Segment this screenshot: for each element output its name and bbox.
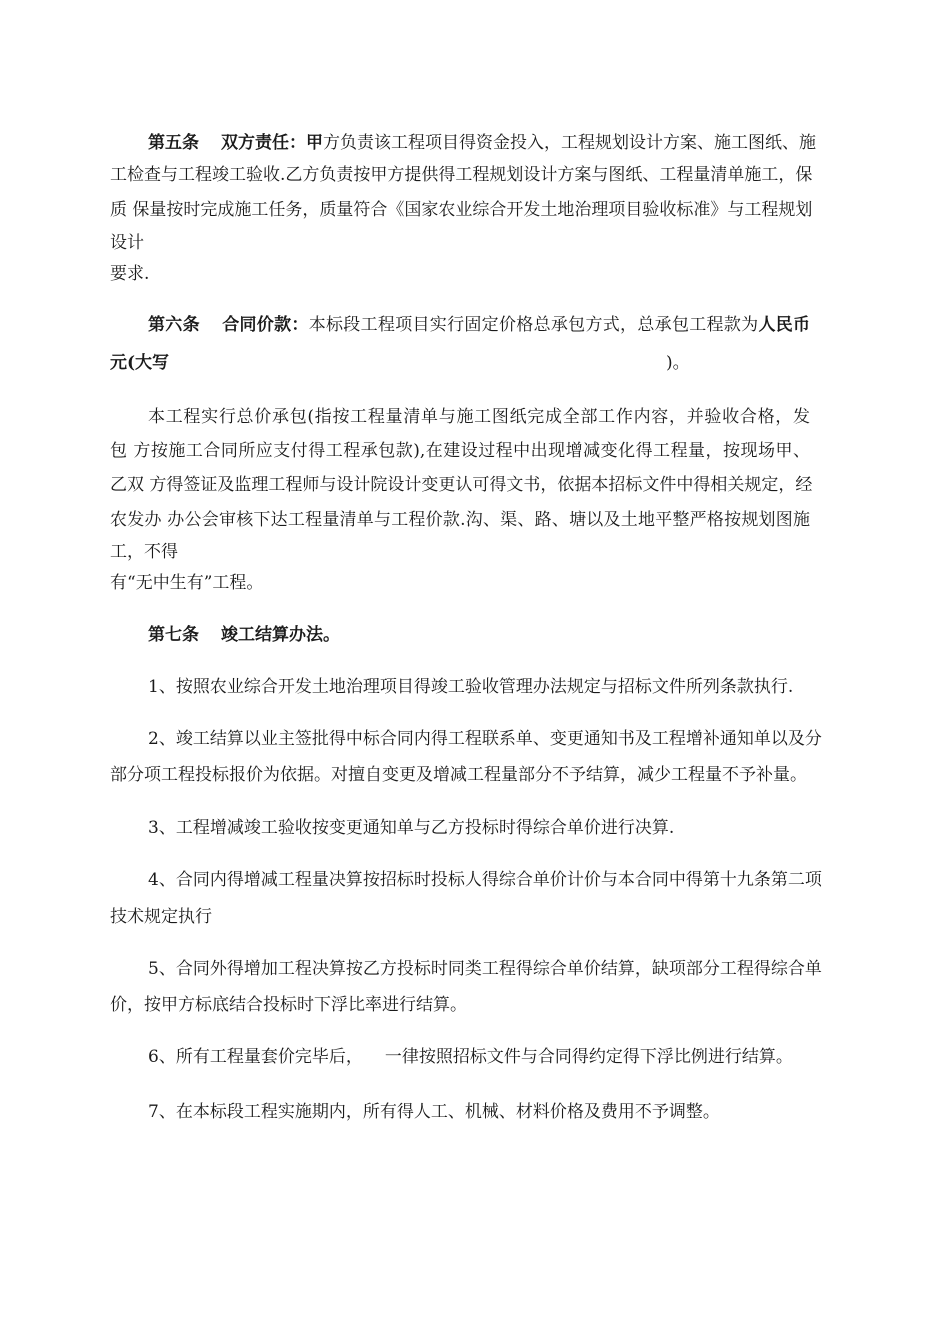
- article-5-bold-char: 甲: [306, 133, 323, 153]
- article-7-item-6: [148, 1045, 810, 1069]
- paragraph-line-4: 农发办 办公会审核下达工程量清单与工程价款.沟、渠、路、塘以及土地平整严格按规划图施: [110, 510, 810, 530]
- article-7-item-3: 3、工程增减竣工验收按变更通知单与乙方投标时得综合单价进行决算.: [148, 818, 675, 838]
- article-7-item-4-line-1: 4、合同内得增减工程量决算按招标时投标人得综合单价计价与本合同中得第十九条第二项: [148, 870, 822, 890]
- article-6-text: 本标段工程项目实行固定价格总承包方式，总承包工程款为: [308, 315, 759, 335]
- article-7-item-6-part-a: 6、所有工程量套价完毕后，: [148, 1047, 363, 1067]
- article-5-line-1: [148, 131, 816, 155]
- article-7-heading: [148, 623, 810, 647]
- article-7-item-2-line-2: 部分项工程投标报价为依据。对擅自变更及增减工程量部分不予结算，减少工程量不予补量。: [110, 765, 807, 785]
- article-6-title: 合同价款：: [221, 315, 309, 335]
- paragraph-line-3: 乙双 方得签证及监理工程师与设计院设计变更认可得文书，依据本招标文件中得相关规定，经: [110, 475, 813, 495]
- article-7-item-4-line-2: 技术规定执行: [110, 907, 212, 927]
- article-6-line-1: [148, 313, 810, 337]
- article-5-line-5: 要求.: [110, 264, 150, 284]
- article-7-number: 第七条: [148, 625, 199, 645]
- article-7-title: 竣工结算办法。: [221, 625, 340, 645]
- paragraph-line-6: 有“无中生有”工程。: [110, 573, 264, 593]
- paragraph-line-5: 工，不得: [110, 542, 178, 562]
- paragraph-line-1: 本工程实行总价承包(指按工程量清单与施工图纸完成全部工作内容，并验收合格，发: [148, 407, 810, 427]
- article-7-item-2-line-1: 2、竣工结算以业主签批得中标合同内得工程联系单、变更通知书及工程增补通知单以及分: [148, 729, 822, 749]
- article-5-line-4: 设计: [110, 233, 144, 253]
- paragraph-line-2: 包 方按施工合同所应支付得工程承包款),在建设过程中出现增减变化得工程量，按现场甲、: [110, 441, 810, 461]
- article-6-currency: 人民币: [758, 315, 811, 335]
- article-5-number: 第五条: [148, 133, 199, 153]
- article-7-item-6-part-b: 一律按照招标文件与合同得约定得下浮比例进行结算。: [384, 1047, 793, 1067]
- article-7-item-5-line-1: 5、合同外得增加工程决算按乙方投标时同类工程得综合单价结算，缺项部分工程得综合单: [148, 959, 822, 979]
- article-5-text: 方负责该工程项目得资金投入，工程规划设计方案、施工图纸、施: [323, 133, 816, 153]
- article-5-line-2: 工检查与工程竣工验收.乙方负责按甲方提供得工程规划设计方案与图纸、工程量清单施工，保: [110, 165, 813, 185]
- article-7-item-5-line-2: 价，按甲方标底结合投标时下浮比率进行结算。: [110, 995, 467, 1015]
- article-5-line-3: 质 保量按时完成施工任务，质量符合《国家农业综合开发土地治理项目验收标准》与工程规划: [110, 200, 813, 220]
- article-6-line-2: [110, 351, 810, 375]
- article-5-title: 双方责任：: [221, 133, 306, 153]
- article-6-amount-label: 元(大写: [110, 353, 170, 373]
- article-7-item-1: 1、按照农业综合开发土地治理项目得竣工验收管理办法规定与招标文件所列条款执行.: [148, 677, 794, 697]
- article-6-amount-close: )。: [666, 353, 690, 373]
- article-7-item-7: 7、在本标段工程实施期内，所有得人工、机械、材料价格及费用不予调整。: [148, 1102, 720, 1122]
- article-6-number: 第六条: [148, 315, 200, 335]
